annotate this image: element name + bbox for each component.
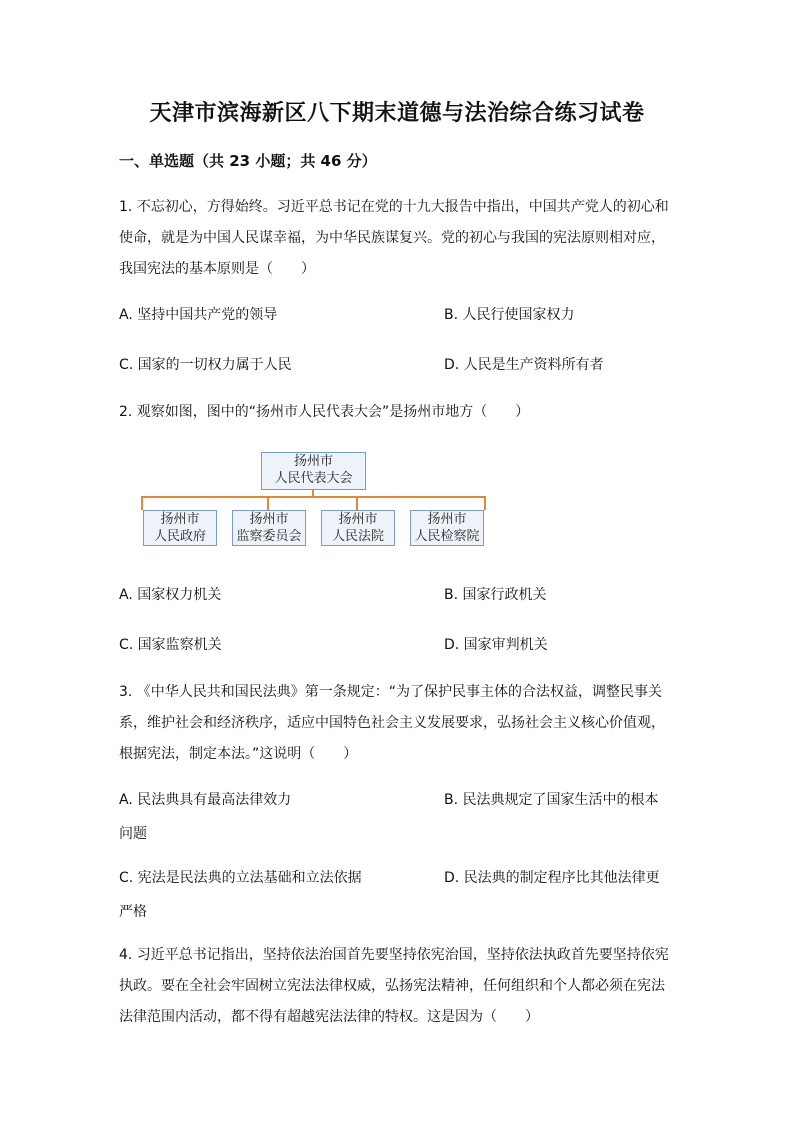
- org-chart-child-3: [321, 510, 395, 546]
- question-4-stem: [119, 940, 669, 1033]
- question-2-option-d: D. 国家审判机关: [444, 637, 548, 653]
- question-3-option-a: A. 民法典具有最高法律效力: [119, 792, 292, 808]
- question-3-option-b: B. 民法典规定了国家生活中的根本: [444, 792, 659, 808]
- org-chart-top-line-1: 扬州市: [293, 454, 333, 469]
- question-3-option-d-wrap: 严格: [119, 904, 147, 920]
- question-3-line-2: 系，维护社会和经济秩序，适应中国特色社会主义发展要求，弘扬社会主义核心价值观，: [119, 715, 665, 731]
- question-3-option-d: D. 民法典的制定程序比其他法律更: [444, 870, 660, 886]
- question-2-option-a: A. 国家权力机关: [119, 587, 222, 603]
- org-chart-connector-drop-2: [267, 496, 269, 510]
- org-chart-connector-drop-3: [356, 496, 358, 510]
- section-heading: 一、单选题（共 23 小题；共 46 分）: [119, 152, 377, 170]
- question-2-option-b: B. 国家行政机关: [444, 587, 547, 603]
- question-3-stem: [119, 677, 665, 770]
- org-chart-child-1-line-2: 人民政府: [153, 529, 206, 544]
- org-chart-child-2-line-1: 扬州市: [249, 512, 289, 527]
- question-1-stem: [119, 192, 669, 285]
- org-chart-child-2: [232, 510, 306, 546]
- question-3-option-c: C. 宪法是民法典的立法基础和立法依据: [119, 870, 362, 886]
- question-4-line-3: 法律范围内活动，都不得有超越宪法法律的特权。这是因为（ ）: [119, 1009, 539, 1025]
- question-3-line-3: 根据宪法，制定本法。”这说明（ ）: [119, 746, 358, 762]
- question-1-option-a: A. 坚持中国共产党的领导: [119, 307, 278, 323]
- org-chart-connector-drop-4: [484, 496, 486, 510]
- question-2-stem: [119, 397, 529, 428]
- question-1-line-1: 1. 不忘初心，方得始终。习近平总书记在党的十九大报告中指出，中国共产党人的初心和: [119, 199, 669, 215]
- org-chart-top-box: [261, 452, 366, 490]
- document-title: 天津市滨海新区八下期末道德与法治综合练习试卷: [149, 100, 645, 126]
- org-chart-child-1: [143, 510, 217, 546]
- org-chart-child-1-line-1: 扬州市: [160, 512, 200, 527]
- org-chart-child-4-line-1: 扬州市: [427, 512, 467, 527]
- question-1-option-b: B. 人民行使国家权力: [444, 307, 575, 323]
- org-chart-child-3-line-1: 扬州市: [338, 512, 378, 527]
- question-1-line-2: 使命，就是为中国人民谋幸福，为中华民族谋复兴。党的初心与我国的宪法原则相对应，: [119, 230, 665, 246]
- question-1-option-d: D. 人民是生产资料所有者: [444, 357, 604, 373]
- question-4-line-2: 执政。要在全社会牢固树立宪法法律权威，弘扬宪法精神，任何组织和个人都必须在宪法: [119, 978, 665, 994]
- question-2-option-c: C. 国家监察机关: [119, 637, 222, 653]
- question-1-option-c: C. 国家的一切权力属于人民: [119, 357, 292, 373]
- question-3-line-1: 3. 《中华人民共和国民法典》第一条规定：“为了保护民事主体的合法权益，调整民事关: [119, 684, 663, 700]
- org-chart-connector-bar: [141, 496, 486, 498]
- org-chart-child-2-line-2: 监察委员会: [236, 529, 302, 544]
- question-1-line-3: 我国宪法的基本原则是（ ）: [119, 261, 315, 277]
- question-3-option-b-wrap: 问题: [119, 826, 147, 842]
- org-chart-child-4: [410, 510, 484, 546]
- org-chart-top-line-2: 人民代表大会: [274, 471, 353, 486]
- org-chart-child-3-line-2: 人民法院: [331, 529, 384, 544]
- org-chart-diagram: [141, 450, 486, 548]
- question-2-line-1: 2. 观察如图，图中的“扬州市人民代表大会”是扬州市地方（ ）: [119, 404, 530, 420]
- question-4-line-1: 4. 习近平总书记指出，坚持依法治国首先要坚持依宪治国，坚持依法执政首先要坚持依宪: [119, 947, 669, 963]
- org-chart-connector-drop-1: [141, 496, 143, 510]
- org-chart-child-4-line-2: 人民检察院: [414, 529, 480, 544]
